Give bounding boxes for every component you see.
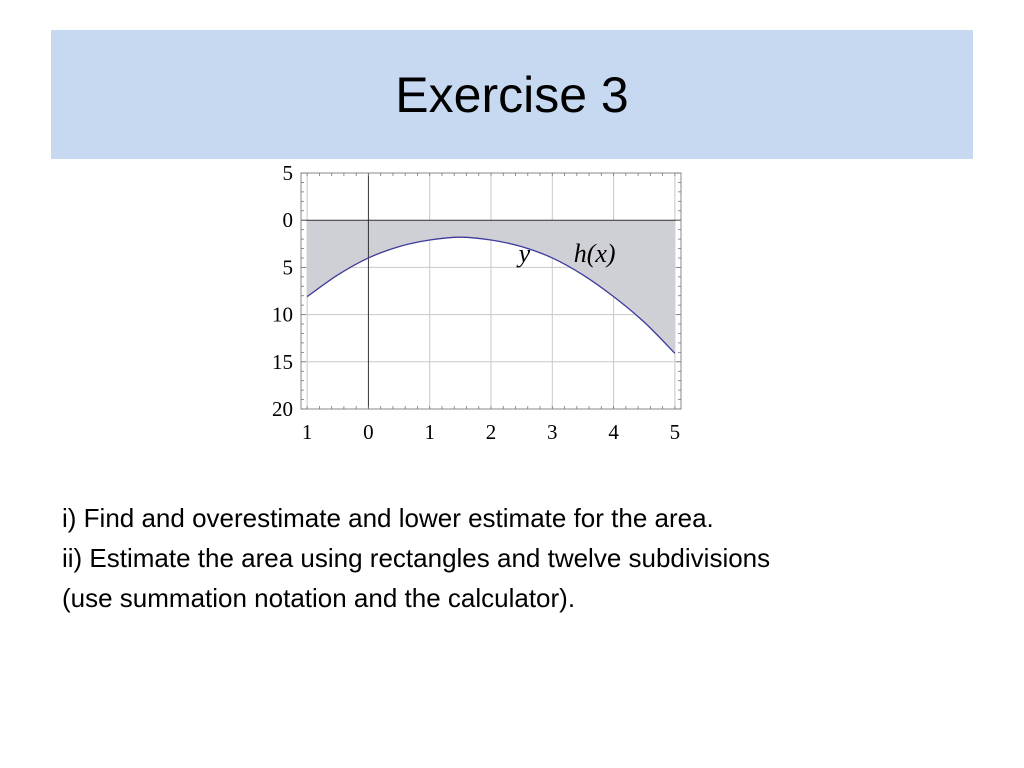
- exercise-line-3: (use summation notation and the calculator).: [62, 583, 576, 613]
- y-tick-label: 15: [272, 349, 293, 374]
- y-tick-label: 20: [272, 397, 293, 421]
- x-tick-label: 0: [363, 420, 374, 444]
- annotation-hx: h(x): [573, 239, 616, 269]
- x-tick-label: 3: [547, 420, 558, 444]
- y-tick-label: 10: [272, 302, 293, 327]
- slide-title: Exercise 3: [395, 66, 629, 123]
- x-tick-label: 5: [669, 420, 681, 444]
- x-tick-label: 2: [485, 420, 497, 444]
- exercise-text: [62, 498, 962, 618]
- exercise-line-1: i) Find and overestimate and lower estimate for the area.: [62, 503, 714, 533]
- exercise-line-2: ii) Estimate the area using rectangles and twelve subdivisions: [62, 543, 771, 573]
- x-tick-label: 1: [424, 420, 435, 444]
- x-tick-label: 1: [301, 420, 313, 444]
- x-tick-label: 4: [608, 420, 619, 444]
- y-tick-label: 5: [282, 161, 293, 185]
- title-band: [51, 30, 973, 159]
- y-tick-label: 0: [282, 208, 293, 233]
- area-chart: [240, 160, 700, 450]
- annotation-y: y: [518, 239, 531, 269]
- y-tick-label: 5: [282, 255, 293, 280]
